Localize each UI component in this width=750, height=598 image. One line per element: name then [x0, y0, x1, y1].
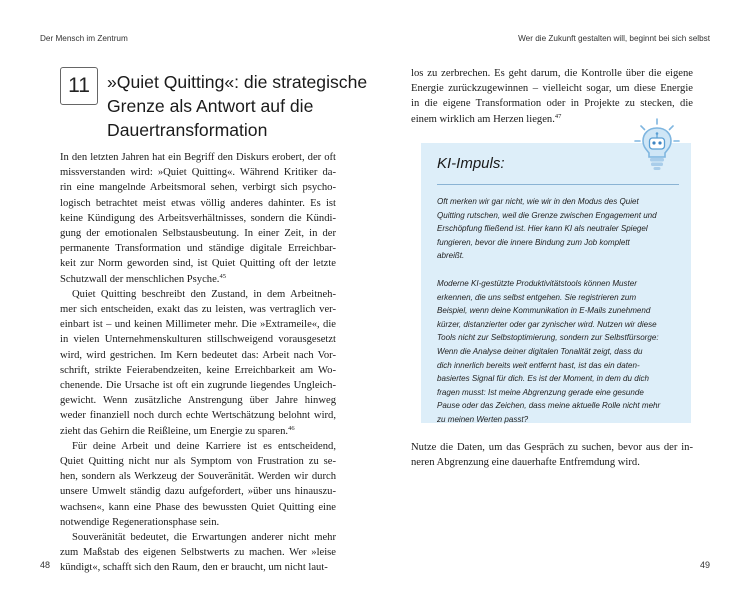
right-after-text — [411, 440, 693, 470]
text-line: fungieren, bevor die innere Bindung zum Job komplett — [437, 237, 630, 247]
text-line: Quiet Quitting beschreibt den Zustand, in dem Arbeitneh- — [72, 288, 336, 300]
paragraph — [60, 287, 336, 439]
footnote-marker: 47 — [554, 112, 562, 120]
ki-impulse-paragraph — [437, 277, 679, 427]
ki-impulse-heading: KI-Impuls: — [437, 155, 505, 172]
chapter-title-line: »Quiet Quitting«: die strategische — [107, 72, 368, 92]
ki-impulse-box — [421, 143, 691, 423]
text-line: wird, wird gestrichen. Im Kern bedeutet das: Arbeit nach Vor- — [60, 349, 336, 361]
text-line: einem wirklich am Herzen liegen.$^{47}$ — [411, 112, 562, 125]
text-line: gung der emotionalen Selbstausbeutung. In einer Zeit, in der — [60, 228, 336, 240]
text-line: dich innerlich bereits weit entfernt hast, ist das ein daten- — [437, 360, 640, 370]
chapter-number: 11 — [60, 67, 98, 105]
text-line: erkennen, die uns selbst entgehen. Sie registrieren zum — [437, 292, 637, 302]
text-line: zieht das Gehirn die Reißleine, um Energie zu sparen.$^{46}$ — [60, 424, 295, 437]
text-line: fragen musst: Ist meine Abgrenzung gerade eine gesunde — [437, 387, 644, 397]
text-line: wachsen«, kann eine Phase des bewussten Quiet Quitting eine — [60, 501, 336, 513]
footnote-marker: 45 — [219, 272, 226, 280]
paragraph — [60, 530, 336, 576]
text-line: keit zur Norm geworden sind, ist Quiet Quitting oft der letzte — [60, 258, 336, 270]
paragraph — [411, 440, 693, 470]
text-line: rin eine mangelnde Arbeitsmoral sehen, verbirgt sich psycho- — [60, 182, 336, 194]
text-line: in die eigene Transformation oder in Projekte zu stecken, die — [411, 98, 693, 110]
text-line: kündigt«, schafft sich den Raum, den er braucht, um nicht laut- — [60, 562, 328, 574]
ki-impulse-paragraph — [437, 195, 679, 263]
text-line: abreißt. — [437, 251, 465, 261]
right-page — [375, 0, 750, 598]
text-line: Energie zurückzugewinnen – vielleicht sogar, um diese Energie — [411, 83, 693, 95]
text-line: permanente Transformation und ständige digitale Erreichbar- — [60, 243, 336, 255]
text-line: in vielen Unternehmenskulturen stillschweigend vorausgesetzt — [60, 334, 336, 346]
text-line: Nutze die Daten, um das Gespräch zu suchen, bevor aus der in- — [411, 442, 693, 453]
ki-impulse-divider — [437, 184, 679, 185]
text-line: los zu zerbrechen. Es geht darum, die Kontrolle über die eigene — [411, 68, 693, 79]
lightbulb-robot-icon — [632, 117, 682, 171]
text-line: keine Kündigung des Arbeitsverhältnisses, sondern die Kündi- — [60, 212, 336, 224]
text-line: Wenn die Analyse deiner digitalen Tonalität zeigt, dass du — [437, 346, 643, 356]
text-line: Quitting rutschen, weil die Grenze zwischen Engagement und — [437, 210, 657, 220]
text-line: chenende. Die Ursache ist oft ein zugrunde liegendes Ungleich- — [60, 380, 336, 392]
text-line: unsere Umwelt ständig dazu aufgefordert, »über uns hinauszu- — [60, 486, 336, 498]
text-line: einbart ist – und keinen Millimeter mehr. Die »Extrameile«, die — [60, 319, 336, 331]
text-line: logisch betrachtet meist etwas völlig anderes dahinter. Es ist — [60, 197, 336, 209]
text-line: Für deine Arbeit und deine Karriere ist es entscheidend, — [72, 440, 336, 452]
text-line: mer sich entscheiden, exakt das zu leisten, was vertraglich ver- — [60, 304, 336, 316]
page-number-right: 49 — [699, 560, 710, 570]
chapter-title-line: Grenze als Antwort auf die — [107, 96, 314, 116]
ki-impulse-content — [437, 195, 679, 427]
text-line: hen, sondern als Werkzeug der Souveränität. Werden wir durch — [60, 471, 336, 483]
running-head-left: Der Mensch im Zentrum — [40, 34, 128, 43]
text-line: neren Abgrenzung eine dauerhafte Entfremdung wird. — [411, 457, 640, 469]
text-line: Beispiel, wenn deine Kommunikation in E-Mails zunehmend — [437, 306, 651, 316]
text-line: kürzer, distanzierter oder gar zynischer wird. Nutzen wir diese — [437, 319, 657, 329]
left-body-text — [60, 150, 336, 576]
page-number-left: 48 — [40, 560, 51, 570]
text-line: Quiet Quitting nicht nur als Symptom von Frustration zu se- — [60, 456, 336, 468]
text-line: zu meinen Werten passt? — [437, 414, 529, 424]
footnote-marker: 46 — [288, 424, 295, 432]
text-line: gewicht. Wenn zusätzliche Anstrengung über Jahre hinweg — [60, 395, 336, 407]
text-line: Tools nicht zur Selbstoptimierung, sondern zur Selbstfürsorge: — [437, 333, 659, 343]
paragraph — [60, 439, 336, 530]
running-head-right: Wer die Zukunft gestalten will, beginnt bei sich selbst — [518, 34, 710, 43]
chapter-title — [107, 70, 368, 142]
paragraph — [60, 150, 336, 287]
text-line: Pause oder das Zeichen, dass meine aktuelle Rolle nicht mehr — [437, 401, 661, 411]
text-line: In den letzten Jahren hat ein Begriff den Diskurs erobert, der oft — [60, 152, 336, 163]
text-line: basiertes Signal für dich. Es ist der Moment, in dem du dich — [437, 374, 650, 384]
text-line: Oft merken wir gar nicht, wie wir in den Modus des Quiet — [437, 197, 639, 206]
text-line: zum Maßstab des eigenen Selbstwerts zu machen. Wer »leise — [60, 547, 336, 559]
text-line: Erschöpfung fließend ist. Hier kann KI als neutraler Spiegel — [437, 224, 648, 234]
text-line: Moderne KI-gestützte Produktivitätstools können Muster — [437, 278, 637, 288]
text-line: schrift, strikte Feierabendzeiten, keine Erreichbarkeit am Wo- — [60, 364, 336, 376]
text-line: Schutzwall der menschlichen Psyche.$^{45}$ — [60, 272, 226, 285]
text-line: missverstanden wird: »Quiet Quitting«. Während Kritiker da- — [60, 167, 336, 179]
chapter-title-line: Dauertransformation — [107, 120, 268, 140]
text-line: notwendige Regenerationsphase sein. — [60, 516, 220, 528]
text-line: weder finanziell noch durch echte Wertschätzung belohnt wird, — [60, 410, 336, 422]
text-line: Souveränität bedeutet, die Erwartungen anderer nicht mehr — [72, 532, 336, 544]
